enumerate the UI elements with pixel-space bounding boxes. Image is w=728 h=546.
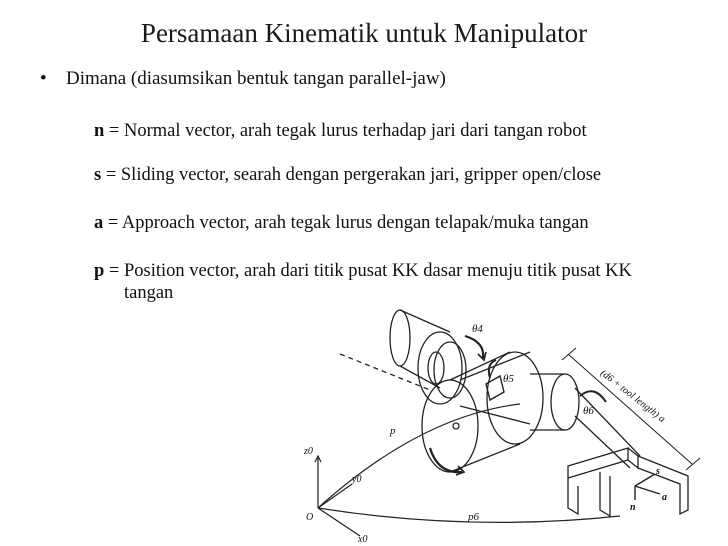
forearm-cylinder [340, 310, 450, 390]
definition-p-text: = Position vector, arah dari titik pusat KK dasar menuju titik pusat KK [104, 261, 632, 281]
origin-label: O [306, 512, 314, 523]
tool-length-label: (d6 + tool length) a [598, 367, 668, 425]
symbol-s: s [94, 165, 102, 185]
y0-label: y0 [352, 474, 362, 485]
p-label: p [390, 425, 396, 437]
theta4-label: θ4 [472, 323, 483, 335]
wrist-housing [422, 352, 579, 475]
p6-label: p6 [468, 511, 479, 523]
n-axis-label: n [630, 502, 636, 513]
x0-label: x0 [358, 534, 368, 544]
symbol-p: p [94, 261, 105, 281]
symbol-a: a [94, 213, 104, 233]
a-axis-label: a [662, 492, 667, 503]
symbol-n: n [94, 121, 105, 141]
definition-s-text: = Sliding vector, searah dengan pergerakan jari, gripper open/close [101, 165, 602, 185]
definition-n-text: = Normal vector, arah tegak lurus terhadap jari dari tangan robot [104, 121, 587, 141]
bullet-marker: • [40, 68, 47, 89]
z0-label: z0 [304, 446, 313, 457]
parallel-jaw-gripper [568, 448, 688, 516]
bullet-intro [40, 68, 446, 90]
s-axis-label: s [656, 466, 660, 477]
bullet-text: Dimana (diasumsikan bentuk tangan parallel-jaw) [66, 68, 446, 89]
slide-title: Persamaan Kinematik untuk Manipulator [140, 18, 588, 48]
manipulator-wrist-diagram [300, 296, 710, 544]
base-frame-axes [315, 456, 360, 536]
theta6-label: θ6 [583, 405, 594, 417]
theta5-label: θ5 [503, 373, 514, 385]
definition-a [94, 212, 694, 234]
definition-n [94, 120, 694, 142]
definition-a-text: = Approach vector, arah tegak lurus dengan telapak/muka tangan [103, 213, 589, 233]
definition-p-continuation: tangan [124, 283, 174, 303]
definition-s [94, 164, 694, 186]
